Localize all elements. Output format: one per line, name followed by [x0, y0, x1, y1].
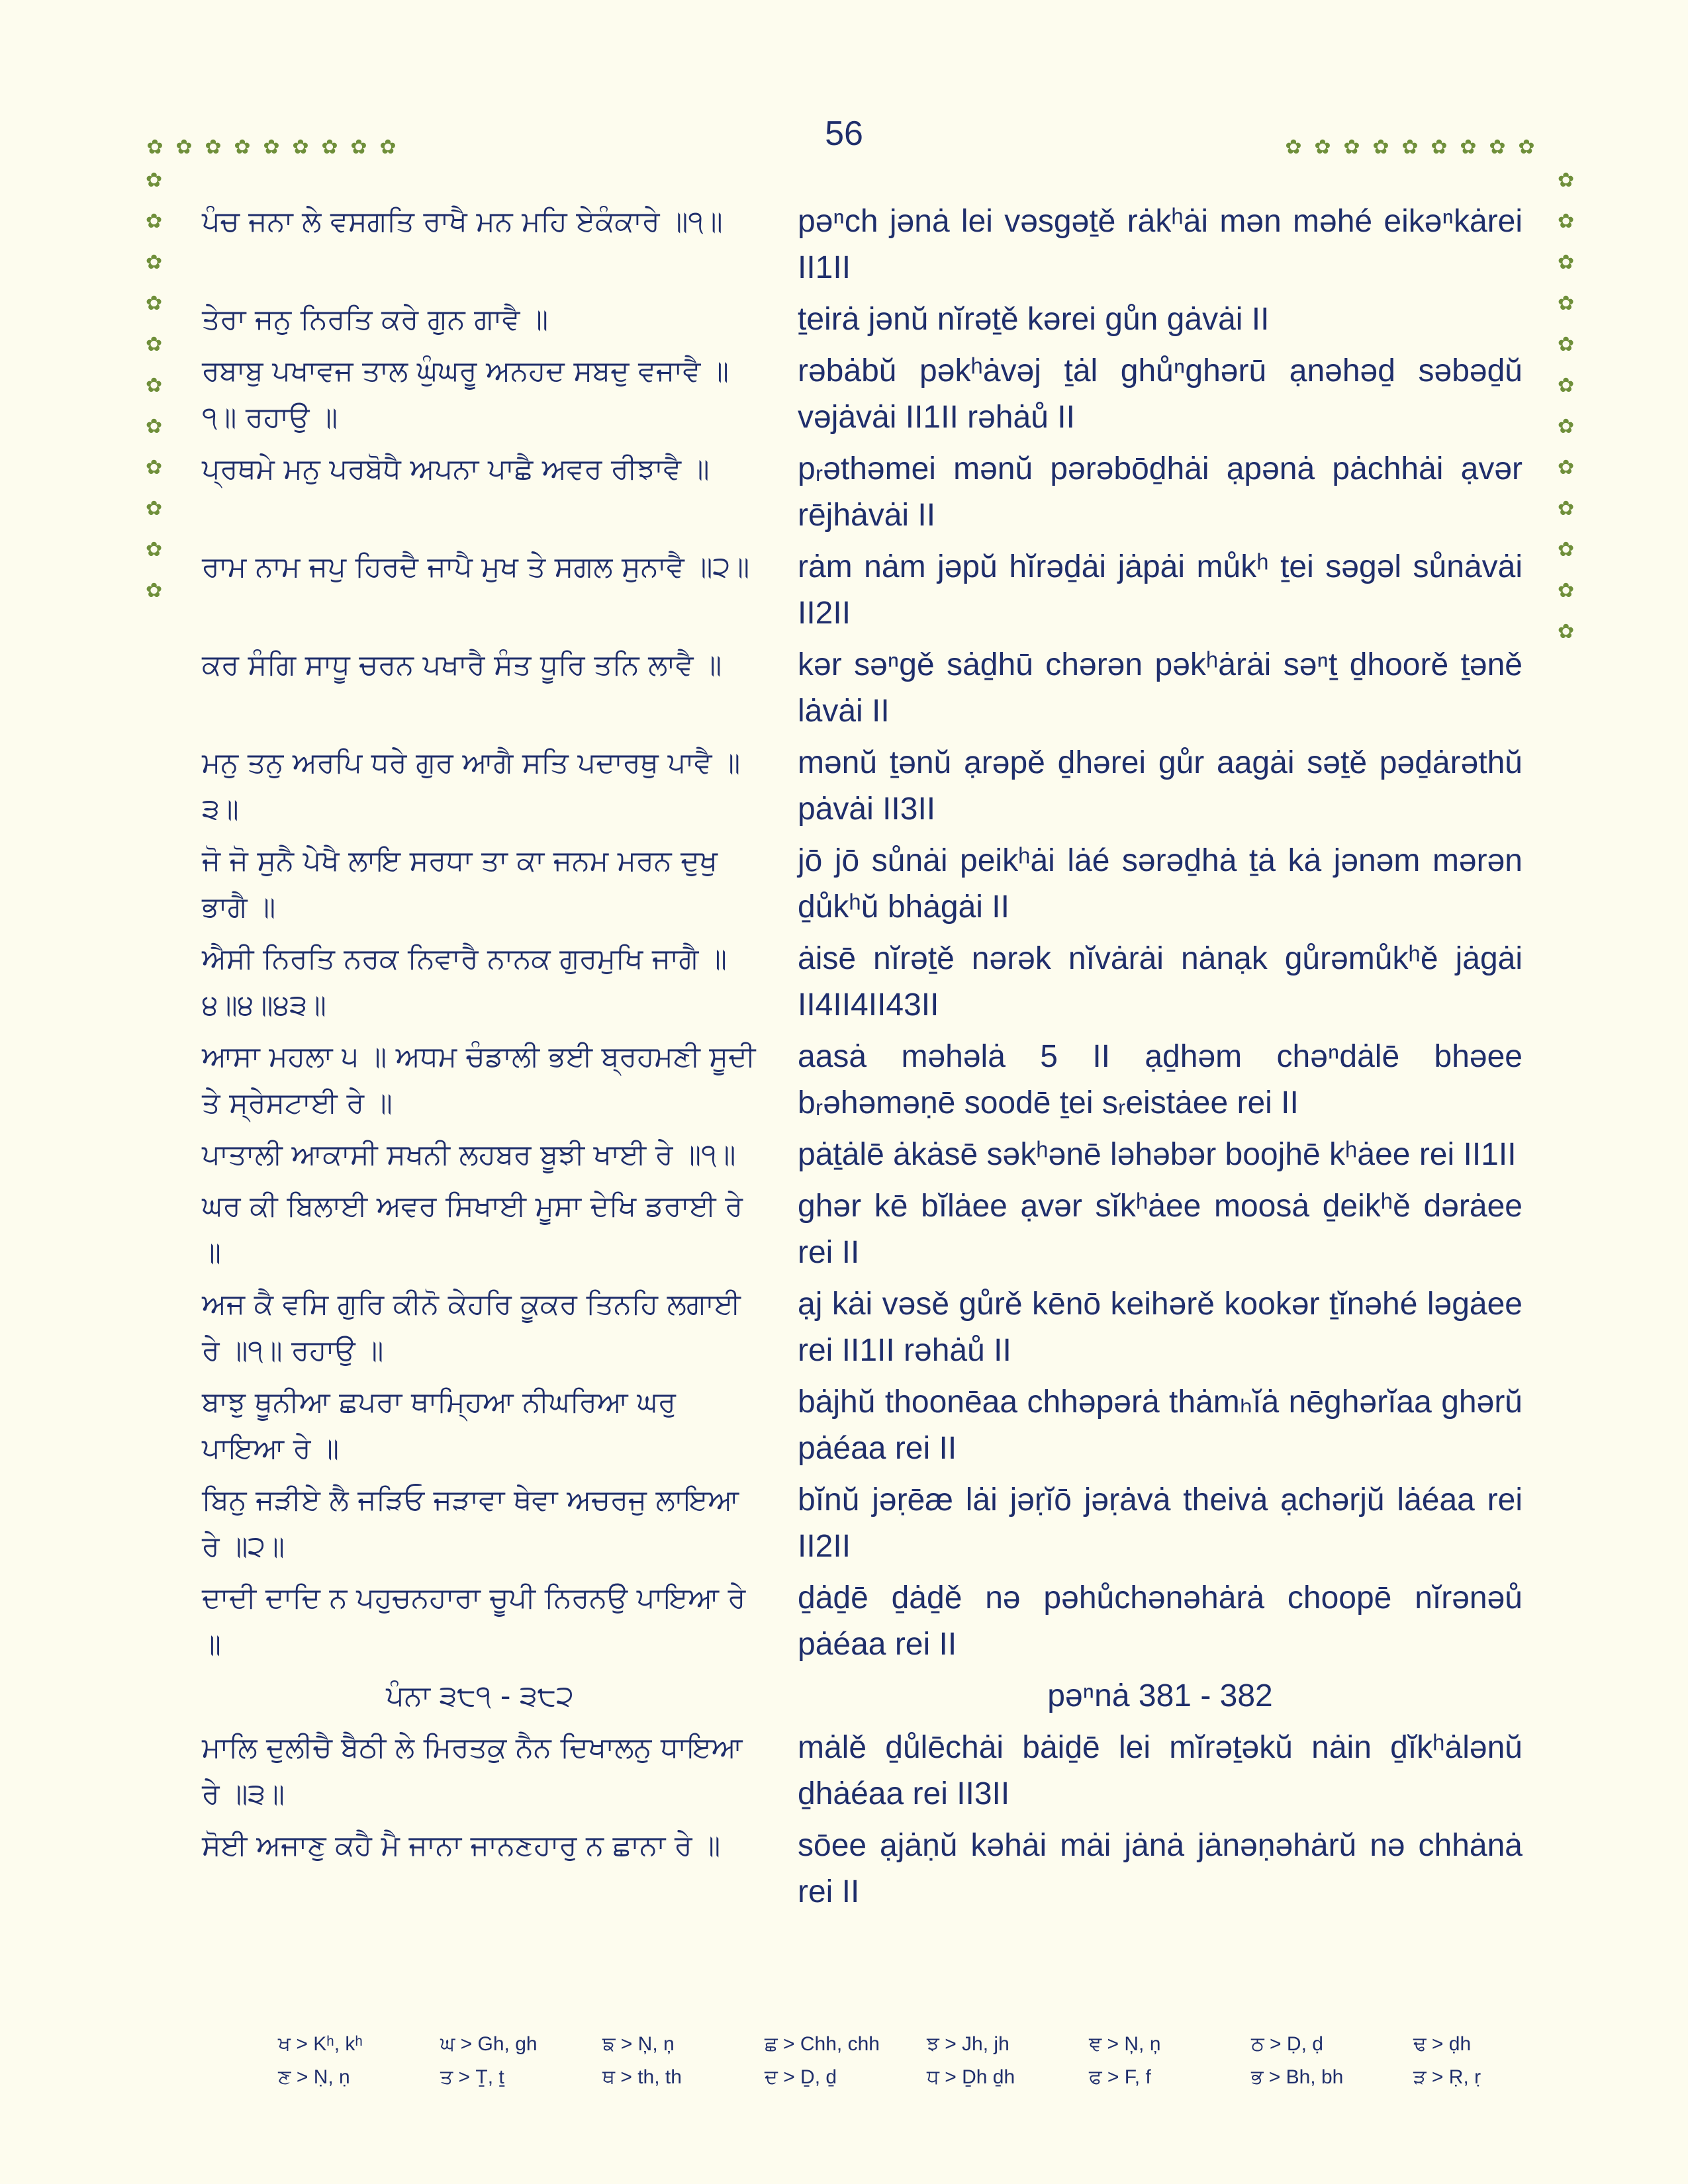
gurmukhi-text: ਪੰਨਾ ੩੮੧ - ੩੮੨	[386, 1680, 574, 1713]
transliteration-text: mənŭ ṯənŭ ạrəpě ḏhərei gůr aagȧi səṯě pəḏȧrəthŭ pȧvȧi II3II	[798, 745, 1523, 827]
legend-item: ਤ > Ṯ, ṯ	[440, 2066, 504, 2088]
transliteration-text: ạj kȧi vəsě gůrě kēnō keihərě kookər ṯĭnəhé ləgȧee rei II1II rəhȧů II	[798, 1287, 1523, 1368]
legend-row	[278, 2033, 1575, 2066]
gurmukhi-text: ਘਰ ਕੀ ਬਿਲਾਈ ਅਵਰ ਸਿਖਾਈ ਮੂਸਾ ਦੇਖਿ ਡਰਾਈ ਰੇ ॥	[202, 1190, 743, 1269]
gurmukhi-text: ਸੋਈ ਅਜਾਣੁ ਕਹੈ ਮੈ ਜਾਨਾ ਜਾਨਣਹਾਰੁ ਨ ਛਾਨਾ ਰੇ ॥	[202, 1829, 721, 1862]
verse-row	[202, 1183, 1523, 1276]
legend-row	[278, 2066, 1575, 2099]
verse-row	[202, 642, 1523, 735]
legend-item: ਧ > Ḏh ḏh	[927, 2066, 1015, 2088]
transliteration-text: aasȧ məhəlȧ 5 II ạḏhəm chəⁿdȧlē bhəee bᵣəhəməṇē soodē ṯei sᵣeistȧee rei II	[798, 1039, 1523, 1120]
gurmukhi-text: ਬਾਝੁ ਥੂਨੀਆ ਛਪਰਾ ਥਾਮ੍ਹਿਆ ਨੀਘਰਿਆ ਘਰੁ ਪਾਇਆ ਰੇ ॥	[202, 1386, 676, 1465]
gurmukhi-text: ਅਜ ਕੈ ਵਸਿ ਗੁਰਿ ਕੀਨੋ ਕੇਹਰਿ ਕੂਕਰ ਤਿਨਹਿ ਲਗਾਈ ਰੇ ॥੧॥ ਰਹਾਉ ॥	[202, 1288, 741, 1367]
page-range-row	[202, 1673, 1523, 1719]
verse-row	[202, 446, 1523, 539]
verse-table	[202, 199, 1523, 1921]
legend-item: ਠ > Ḍ, ḍ	[1251, 2033, 1323, 2055]
transliteration-text: ḏȧḏē ḏȧḏě nə pəhůchənəhȧrȧ choopē nĭrənəů pȧéaa rei II	[798, 1580, 1523, 1662]
gurmukhi-text: ਪਾਤਾਲੀ ਆਕਾਸੀ ਸਖਨੀ ਲਹਬਰ ਬੂਝੀ ਖਾਈ ਰੇ ॥੧॥	[202, 1138, 736, 1171]
verse-row	[202, 348, 1523, 441]
transliteration-text: pəⁿnȧ 381 - 382	[1047, 1678, 1273, 1713]
gurmukhi-text: ਪ੍ਰਥਮੇ ਮਨੁ ਪਰਬੋਧੈ ਅਪਨਾ ਪਾਛੈ ਅਵਰ ਰੀਝਾਵੈ ॥	[202, 453, 710, 486]
legend-item: ਛ > Chh, chh	[765, 2033, 880, 2055]
verse-row	[202, 1281, 1523, 1374]
gurmukhi-text: ਆਸਾ ਮਹਲਾ ੫ ॥ ਅਧਮ ਚੰਡਾਲੀ ਭਈ ਬ੍ਰਹਮਣੀ ਸੂਦੀ ਤੇ ਸ੍ਰੇਸਟਾਈ ਰੇ ॥	[202, 1040, 756, 1120]
legend-item: ਢ > ḍh	[1413, 2033, 1472, 2055]
transliteration-text: pᵣəthəmei mənŭ pərəbōḏhȧi ạpənȧ pȧchhȧi ạvər rējhȧvȧi II	[798, 451, 1523, 533]
transliteration-text: sōee ạjȧṇŭ kəhȧi mȧi jȧnȧ jȧnəṇəhȧrŭ nə chhȧnȧ rei II	[798, 1828, 1523, 1909]
transliteration-text: ṯeirȧ jənŭ nĭrəṯě kərei gůn gȧvȧi II	[798, 302, 1270, 337]
gurmukhi-text: ਜੋ ਜੋ ਸੁਨੈ ਪੇਖੈ ਲਾਇ ਸਰਧਾ ਤਾ ਕਾ ਜਨਮ ਮਰਨ ਦੁਖੁ ਭਾਗੈ ॥	[202, 844, 718, 924]
gurmukhi-text: ਦਾਦੀ ਦਾਦਿ ਨ ਪਹੁਚਨਹਾਰਾ ਚੂਪੀ ਨਿਰਨਉ ਪਾਇਆ ਰੇ ॥	[202, 1582, 746, 1661]
legend-item: ਥ > th, th	[602, 2066, 682, 2088]
legend-item: ਞ > Ņ, ņ	[1089, 2033, 1161, 2055]
top-right-ornament: ✿ ✿ ✿ ✿ ✿ ✿ ✿ ✿ ✿	[1285, 136, 1535, 159]
verse-row	[202, 1034, 1523, 1126]
legend-item: ਖ > Kʰ, kʰ	[278, 2033, 363, 2055]
verse-row	[202, 199, 1523, 291]
gurmukhi-text: ਪੰਚ ਜਨਾ ਲੇ ਵਸਗਤਿ ਰਾਖੈ ਮਨ ਮਹਿ ਏਕੰਕਾਰੇ ॥੧॥	[202, 205, 723, 238]
verse-row	[202, 740, 1523, 833]
transliteration-text: kər səⁿgě sȧḏhū chərən pəkʰȧrȧi səⁿṯ ḏhoorě ṯəně lȧvȧi II	[798, 647, 1523, 729]
verse-row	[202, 838, 1523, 931]
gurmukhi-text: ਮਾਲਿ ਦੁਲੀਚੈ ਬੈਠੀ ਲੇ ਮਿਰਤਕੁ ਨੈਨ ਦਿਖਾਲਨੁ ਧਾਇਆ ਰੇ ॥੩॥	[202, 1731, 743, 1811]
transliteration-text: ȧisē nĭrəṯě nərək nĭvȧrȧi nȧnạk gůrəmůkʰě jȧgȧi II4II4II43II	[798, 941, 1523, 1023]
legend-item: ਘ > Gh, gh	[440, 2033, 538, 2055]
verse-row	[202, 544, 1523, 637]
legend-item: ਙ > Ņ, ņ	[602, 2033, 675, 2055]
right-side-ornament: ✿ ✿ ✿ ✿ ✿ ✿ ✿ ✿ ✿ ✿ ✿ ✿	[1558, 169, 1575, 643]
page-number: 56	[825, 114, 863, 153]
gurmukhi-text: ਰਬਾਬੁ ਪਖਾਵਜ ਤਾਲ ਘੁੰਘਰੂ ਅਨਹਦ ਸਬਦੁ ਵਜਾਵੈ ॥੧॥ ਰਹਾਉ ॥	[202, 355, 729, 434]
verse-row	[202, 1379, 1523, 1472]
transliteration-text: mȧlě ḏůlēchȧi bȧiḏē lei mĭrəṯəkŭ nȧin ḏĭkʰȧlənŭ ḏhȧéaa rei II3II	[798, 1730, 1523, 1811]
transliteration-text: rəbȧbŭ pəkʰȧvəj ṯȧl ghůⁿghərū ạnəhəḏ səbəḏŭ vəjȧvȧi II1II rəhȧů II	[798, 353, 1523, 435]
verse-row	[202, 1725, 1523, 1817]
gurmukhi-text: ਮਨੁ ਤਨੁ ਅਰਪਿ ਧਰੇ ਗੁਰ ਆਗੈ ਸਤਿ ਪਦਾਰਥੁ ਪਾਵੈ ॥੩॥	[202, 747, 741, 826]
verse-row	[202, 1477, 1523, 1570]
top-left-ornament: ✿ ✿ ✿ ✿ ✿ ✿ ✿ ✿ ✿	[146, 136, 397, 159]
verse-row	[202, 296, 1523, 343]
left-side-ornament: ✿ ✿ ✿ ✿ ✿ ✿ ✿ ✿ ✿ ✿ ✿	[146, 169, 163, 602]
gurmukhi-text: ਰਾਮ ਨਾਮ ਜਪੁ ਹਿਰਦੈ ਜਾਪੈ ਮੁਖ ਤੇ ਸਗਲ ਸੁਨਾਵੈ ॥੨॥	[202, 551, 750, 584]
transliteration-text: ghər kē bĭlȧee ạvər sĭkʰȧee moosȧ ḏeikʰě dərȧee rei II	[798, 1189, 1523, 1270]
legend-item: ਣ > Ṇ, ṇ	[278, 2066, 350, 2088]
gurmukhi-text: ਕਰ ਸੰਗਿ ਸਾਧੂ ਚਰਨ ਪਖਾਰੈ ਸੰਤ ਧੂਰਿ ਤਨਿ ਲਾਵੈ ॥	[202, 649, 722, 682]
transliteration-text: bĭnŭ jəṛēæ lȧi jəṛĭō jəṛȧvȧ theivȧ ạchərjŭ lȧéaa rei II2II	[798, 1482, 1523, 1564]
transliteration-text: pȧṯȧlē ȧkȧsē səkʰənē ləhəbər boojhē kʰȧee rei II1II	[798, 1137, 1517, 1172]
transliteration-legend	[278, 2033, 1575, 2099]
gurmukhi-text: ਬਿਨੁ ਜੜੀਏ ਲੈ ਜੜਿਓ ਜੜਾਵਾ ਥੇਵਾ ਅਚਰਜੁ ਲਾਇਆ ਰੇ ॥੨॥	[202, 1484, 739, 1563]
legend-item: ਦ > Ḏ, ḏ	[765, 2066, 837, 2088]
verse-row	[202, 1132, 1523, 1178]
verse-row	[202, 1823, 1523, 1915]
gurmukhi-text: ਤੇਰਾ ਜਨੁ ਨਿਰਤਿ ਕਰੇ ਗੁਨ ਗਾਵੈ ॥	[202, 303, 549, 336]
transliteration-text: bȧjhŭ thoonēaa chhəpərȧ thȧmₕĭȧ nēghərĭaa ghərŭ pȧéaa rei II	[798, 1385, 1523, 1466]
legend-item: ੜ > Ṛ, ṛ	[1413, 2066, 1481, 2088]
gurmukhi-text: ਐਸੀ ਨਿਰਤਿ ਨਰਕ ਨਿਵਾਰੈ ਨਾਨਕ ਗੁਰਮੁਖਿ ਜਾਗੈ ॥੪॥੪॥੪੩॥	[202, 942, 727, 1022]
legend-item: ਫ > F, f	[1089, 2066, 1151, 2088]
transliteration-text: jō jō sůnȧi peikʰȧi lȧé sərəḏhȧ ṯȧ kȧ jənəm mərən ḏůkʰŭ bhȧgȧi II	[798, 843, 1523, 925]
legend-item: ਝ > Jh, jh	[927, 2033, 1009, 2055]
transliteration-text: rȧm nȧm jəpŭ hĭrəḏȧi jȧpȧi můkʰ ṯei səgəl sůnȧvȧi II2II	[798, 549, 1523, 631]
verse-row	[202, 936, 1523, 1028]
transliteration-text: pəⁿch jənȧ lei vəsgəṯě rȧkʰȧi mən məhé eikəⁿkȧrei II1II	[798, 204, 1523, 285]
legend-item: ਭ > Bh, bh	[1251, 2066, 1344, 2088]
verse-row	[202, 1575, 1523, 1668]
